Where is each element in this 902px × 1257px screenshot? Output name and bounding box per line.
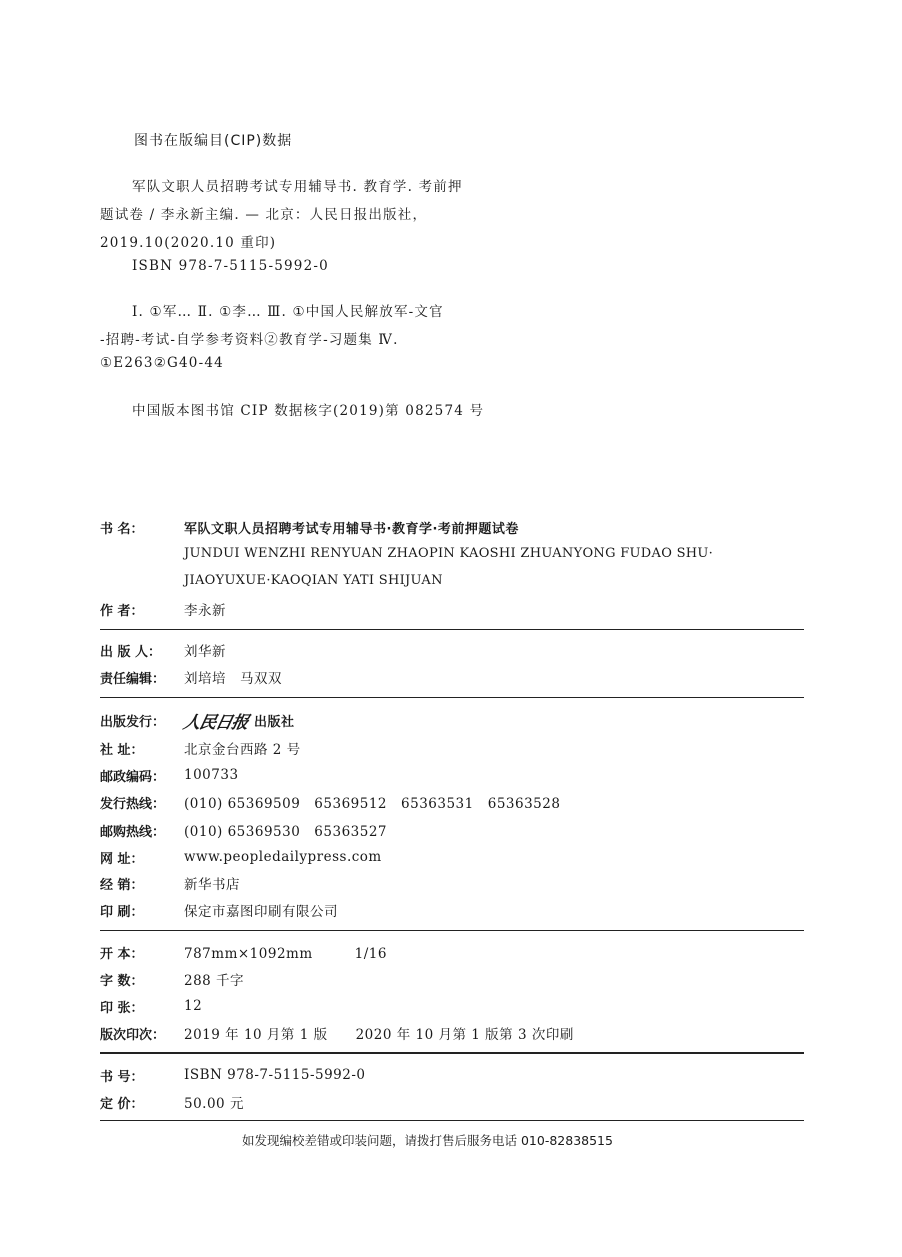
format-row	[100, 942, 387, 962]
price-label: 定 价：	[100, 1096, 144, 1112]
cip-line: -招聘-考试-自学参考资料②教育学-习题集 Ⅳ.	[100, 332, 399, 348]
website-label: 网 址：	[100, 851, 144, 867]
word-count-row	[100, 969, 244, 989]
author-label: 作 者：	[100, 603, 144, 619]
divider	[100, 697, 804, 698]
address-value: 北京金台西路 2 号	[184, 742, 301, 758]
distributor-value: 出版社	[254, 714, 295, 730]
printer-row	[100, 900, 338, 920]
mail-hotline-value: (010) 65369530 65363527	[184, 824, 388, 840]
sales-hotline-value: (010) 65369509 65369512 65363531 65363528	[184, 796, 561, 812]
editor-label: 责任编辑：	[100, 671, 166, 687]
website-link[interactable]: www.peopledailypress.com	[184, 849, 382, 865]
cip-line: 军队文职人员招聘考试专用辅导书. 教育学. 考前押	[132, 179, 463, 195]
address-row	[100, 738, 301, 758]
cip-line: Ⅰ. ①军… Ⅱ. ①李… Ⅲ. ①中国人民解放军-文官	[132, 304, 444, 320]
title-pinyin: JIAOYUXUE·KAOQIAN YATI SHIJUAN	[184, 573, 443, 588]
format-label: 开 本：	[100, 946, 144, 962]
mail-hotline-row	[100, 820, 387, 840]
edition-value: 2019 年 10 月第 1 版 2020 年 10 月第 1 版第 3 次印刷	[184, 1027, 574, 1043]
divider	[100, 930, 804, 931]
title-label: 书 名：	[100, 521, 144, 537]
price-row	[100, 1092, 244, 1112]
word-count-label: 字 数：	[100, 973, 144, 989]
edition-label: 版次印次：	[100, 1027, 166, 1043]
cip-data-number: 中国版本图书馆 CIP 数据核字(2019)第 082574 号	[132, 403, 485, 419]
postcode-label: 邮政编码：	[100, 769, 166, 785]
divider	[100, 1120, 804, 1121]
editor-value: 刘培培 马双双	[184, 671, 282, 687]
footer-notice: 如发现编校差错或印装问题，请拨打售后服务电话 010-82838515	[242, 1133, 613, 1148]
postcode-value: 100733	[184, 767, 239, 783]
cip-line: 题试卷 / 李永新主编. — 北京：人民日报出版社，	[100, 207, 428, 223]
website-row	[100, 847, 382, 867]
cip-isbn: ISBN 978-7-5115-5992-0	[132, 258, 329, 274]
title-row	[100, 517, 519, 537]
title-value: 军队文职人员招聘考试专用辅导书·教育学·考前押题试卷	[184, 521, 519, 537]
price-value: 50.00 元	[184, 1096, 244, 1112]
sales-hotline-label: 发行热线：	[100, 796, 166, 812]
cip-line: ①E263②G40-44	[100, 355, 224, 371]
cip-line: 2019.10(2020.10 重印)	[100, 235, 277, 251]
seller-row	[100, 873, 240, 893]
word-count-value: 288 千字	[184, 973, 245, 989]
publisher-person-label: 出 版 人：	[100, 644, 162, 660]
edition-row	[100, 1023, 574, 1043]
title-pinyin: JUNDUI WENZHI RENYUAN ZHAOPIN KAOSHI ZHUANYONG FUDAO SHU·	[184, 546, 714, 561]
seller-label: 经 销：	[100, 877, 144, 893]
sheets-row	[100, 996, 202, 1016]
publisher-person-value: 刘华新	[184, 644, 226, 660]
mail-hotline-label: 邮购热线：	[100, 824, 166, 840]
isbn-row	[100, 1065, 366, 1085]
sheets-label: 印 张：	[100, 1000, 144, 1016]
printer-value: 保定市嘉图印刷有限公司	[184, 904, 338, 920]
divider	[100, 629, 804, 630]
divider	[100, 1052, 804, 1054]
distributor-label: 出版发行：	[100, 714, 166, 730]
address-label: 社 址：	[100, 742, 144, 758]
distributor-row	[100, 710, 295, 733]
sheets-value: 12	[184, 998, 203, 1014]
publisher-person-row	[100, 640, 226, 660]
cip-title: 图书在版编目(CIP)数据	[134, 133, 293, 149]
author-value: 李永新	[184, 603, 226, 619]
isbn-value: ISBN 978-7-5115-5992-0	[184, 1067, 366, 1083]
peoples-daily-logo: 人民日报	[181, 712, 250, 733]
sales-hotline-row	[100, 792, 560, 812]
printer-label: 印 刷：	[100, 904, 144, 920]
editor-row	[100, 667, 282, 687]
seller-value: 新华书店	[184, 877, 240, 893]
isbn-label: 书 号：	[100, 1069, 144, 1085]
postcode-row	[100, 765, 239, 785]
format-value: 787mm×1092mm 1/16	[184, 946, 387, 962]
author-row	[100, 599, 226, 619]
